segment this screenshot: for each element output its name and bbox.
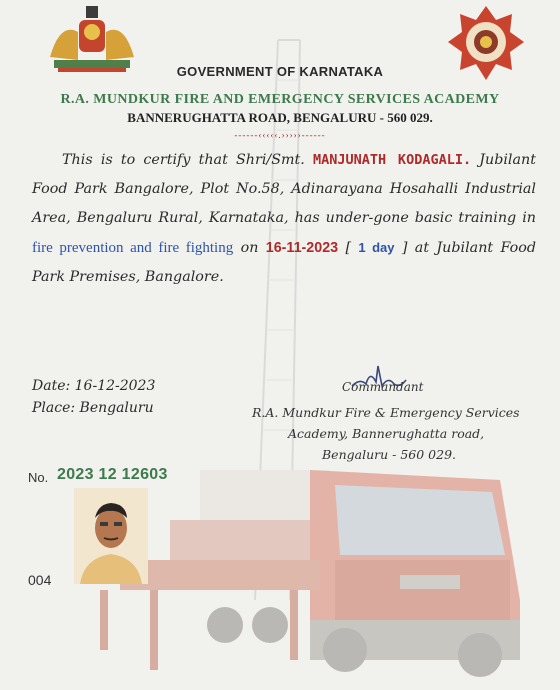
- signatory-address-line: Academy, Bannerughatta road,: [288, 426, 485, 441]
- bracket-close: ]: [394, 240, 415, 256]
- commandant-label: Commandant: [342, 380, 424, 394]
- recipient-photo: [74, 488, 148, 584]
- signatory-address: [252, 402, 552, 465]
- training-type: fire prevention and fire fighting: [32, 240, 234, 256]
- training-duration: 1 day: [358, 240, 395, 255]
- recipient-name: MANJUNATH KODAGALI.: [313, 152, 472, 168]
- on-text: on: [233, 240, 266, 256]
- signatory-address-line: Bengaluru - 560 029.: [322, 447, 456, 462]
- serial-number: 004: [28, 572, 52, 588]
- certificate-number: 2023 12 12603: [57, 466, 168, 483]
- issue-date: Date: 16-12-2023: [32, 378, 156, 394]
- issue-place: Place: Bengaluru: [32, 400, 154, 416]
- organization-text: Jubilant Food Park Bangalore, Plot No.58, Adinarayana Hosahalli Industrial Area, Bengaluru Rural, Karnataka, has under-gone basic training in: [32, 152, 536, 226]
- salutation: Shri/Smt.: [235, 152, 314, 168]
- certificate-body: [32, 146, 536, 292]
- location-text: at Jubilant Food Park Premises, Bangalore.: [32, 240, 537, 285]
- intro-text: This is to certify that: [62, 152, 236, 168]
- training-date: 16-11-2023: [265, 240, 339, 256]
- bracket-open: [: [338, 240, 359, 256]
- person-photo-icon: [74, 488, 148, 584]
- academy-name: R.A. MUNDKUR FIRE AND EMERGENCY SERVICES ACADEMY: [60, 92, 500, 107]
- government-heading: GOVERNMENT OF KARNATAKA: [176, 64, 384, 79]
- academy-address: BANNERUGHATTA ROAD, BENGALURU - 560 029.: [127, 110, 433, 125]
- divider: ------‹‹‹‹‹.›››››------: [234, 130, 326, 140]
- certificate-number-label: No.: [28, 470, 49, 485]
- signatory-address-line: R.A. Mundkur Fire & Emergency Services: [252, 405, 520, 420]
